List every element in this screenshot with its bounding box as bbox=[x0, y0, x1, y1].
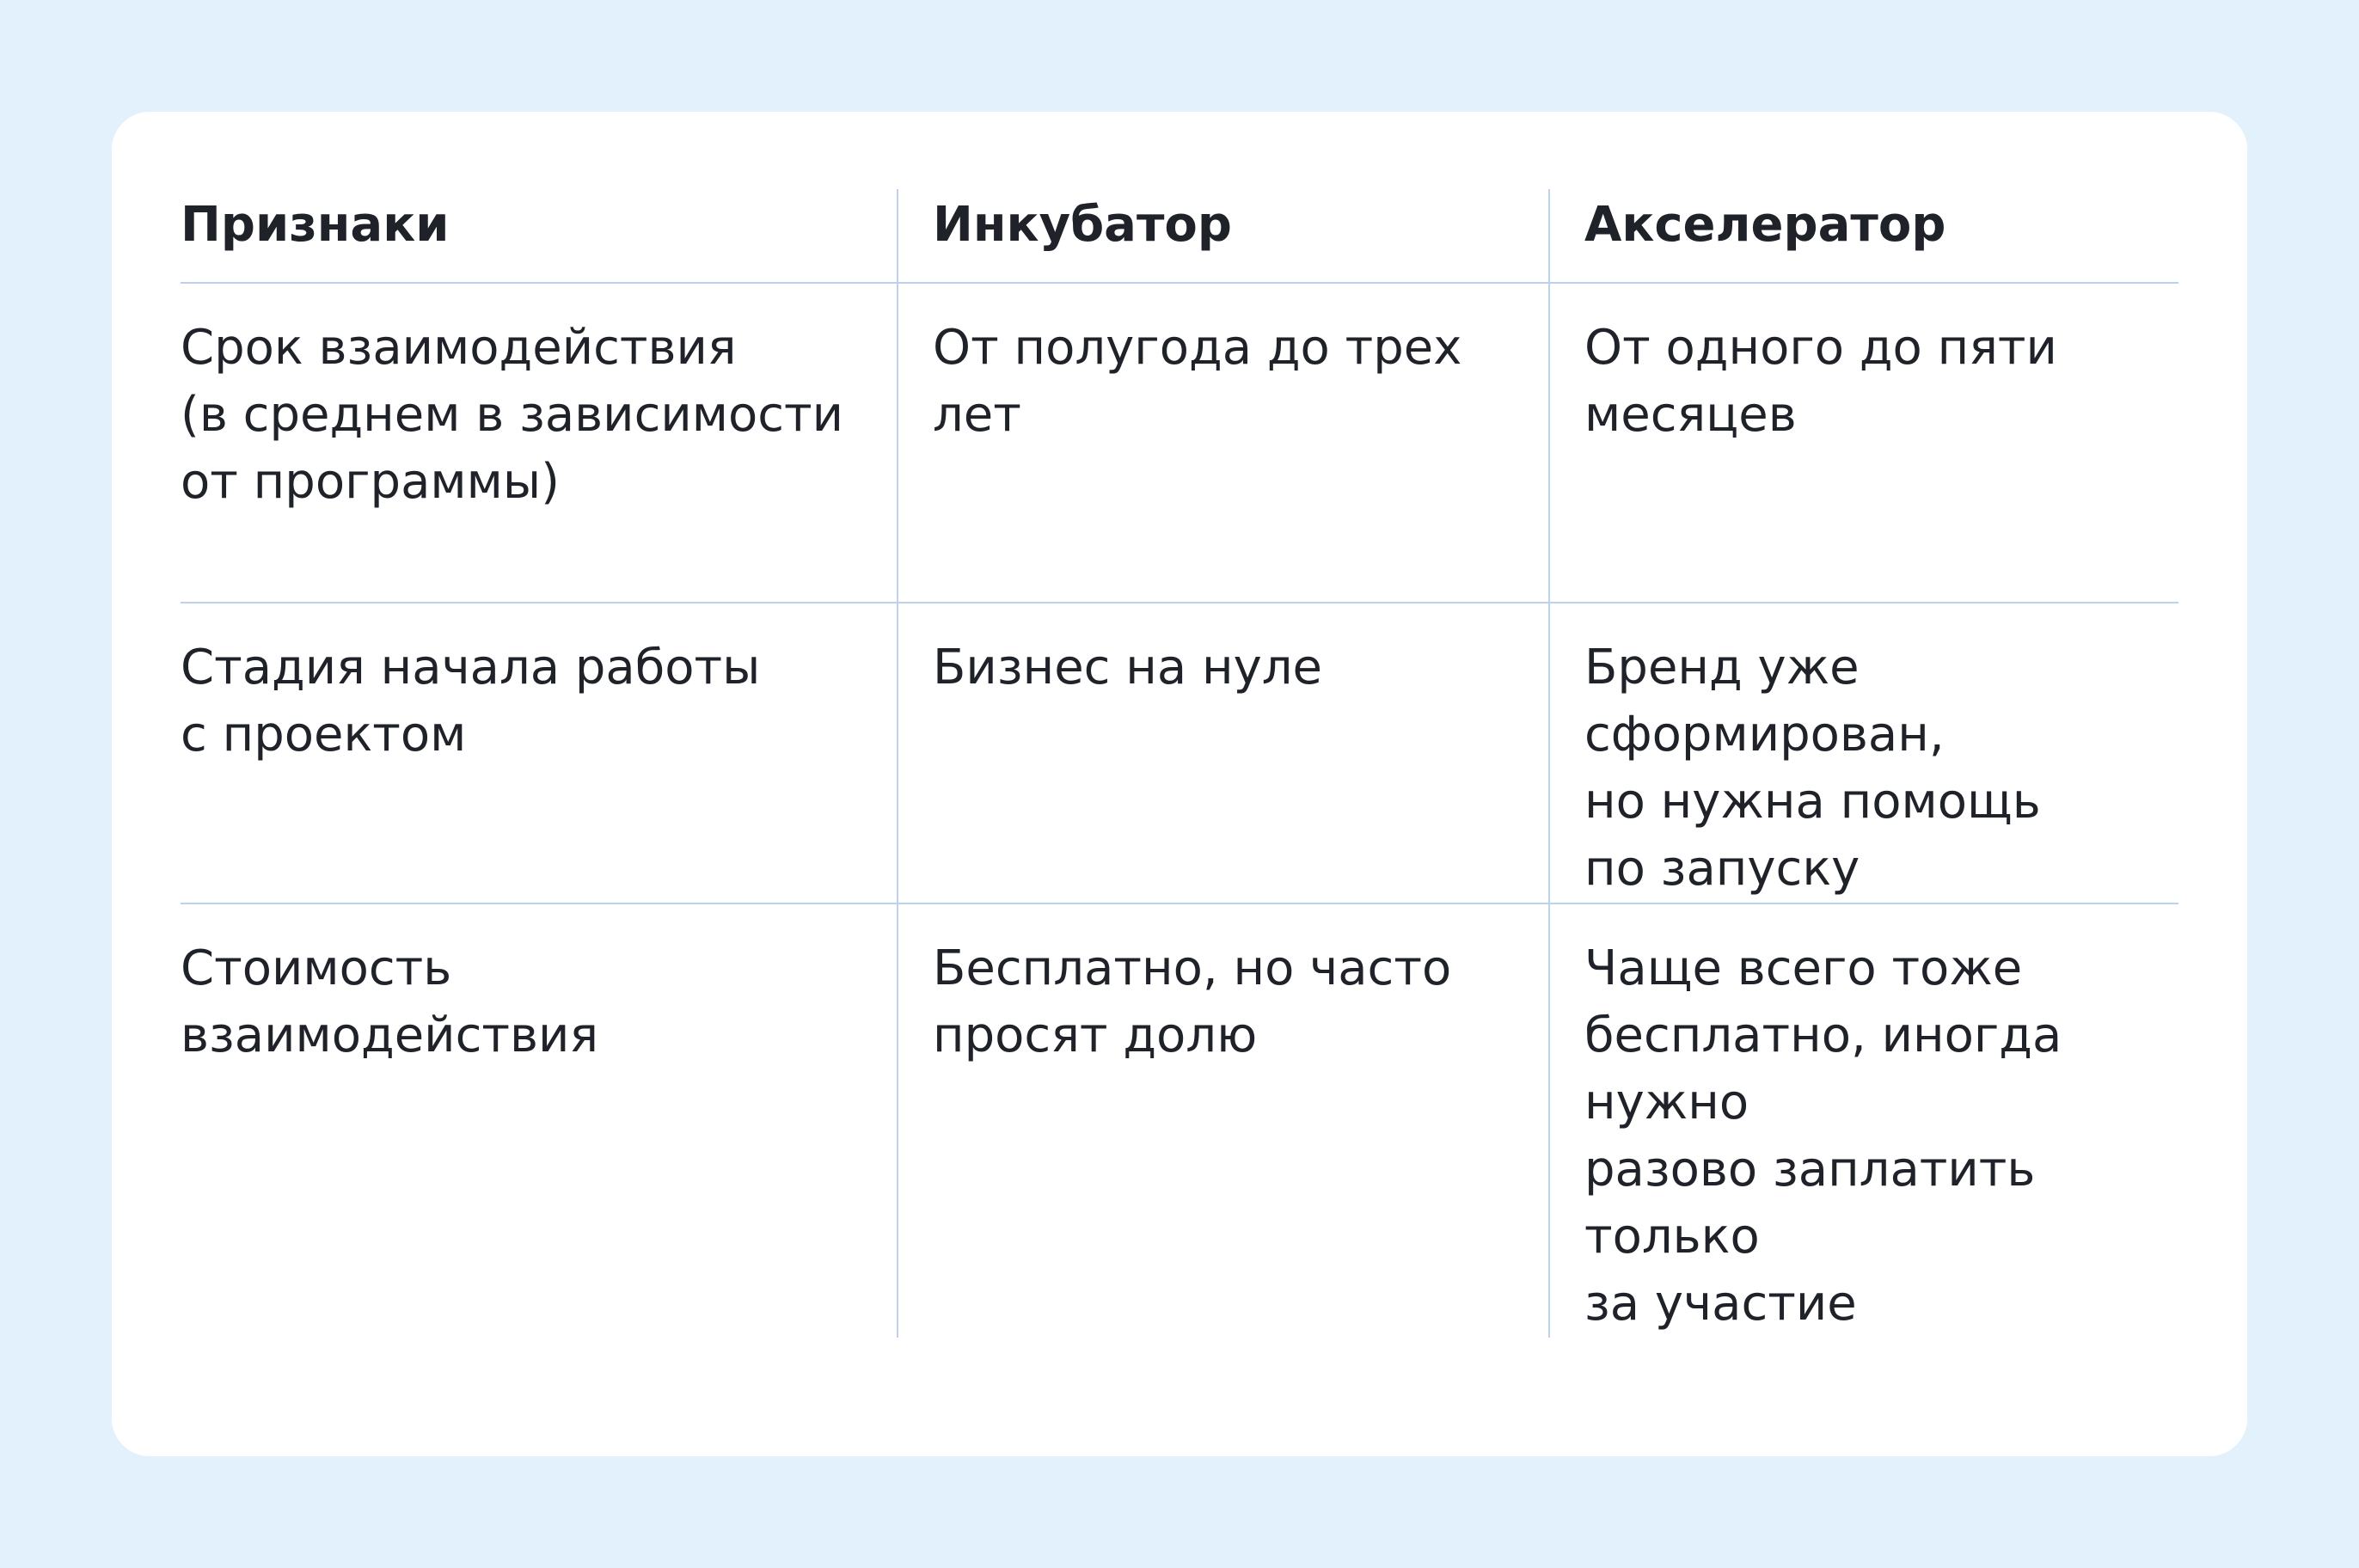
table-header-row bbox=[181, 189, 2178, 283]
cell-incubator-duration: От полугода до трех лет bbox=[898, 283, 1549, 603]
cell-feature-duration: Срок взаимодействия (в среднем в зависимости от программы) bbox=[181, 283, 898, 603]
cell-incubator-cost: Бесплатно, но часто просят долю bbox=[898, 903, 1549, 1338]
cell-feature-stage: Стадия начала работы с проектом bbox=[181, 603, 898, 903]
comparison-table bbox=[181, 189, 2178, 1338]
comparison-card bbox=[112, 112, 2247, 1456]
header-features: Признаки bbox=[181, 189, 898, 283]
header-incubator: Инкубатор bbox=[898, 189, 1549, 283]
cell-accelerator-duration: От одного до пяти месяцев bbox=[1549, 283, 2178, 603]
table-row-duration bbox=[181, 283, 2178, 603]
cell-feature-cost: Стоимость взаимодействия bbox=[181, 940, 599, 1063]
header-accelerator: Акселератор bbox=[1549, 189, 2178, 283]
cell-accelerator-stage: Бренд уже сформирован, но нужна помощь по запуску bbox=[1549, 603, 2178, 903]
table-row-cost bbox=[181, 903, 2178, 1338]
table-row-stage bbox=[181, 603, 2178, 903]
cell-incubator-stage: Бизнес на нуле bbox=[898, 603, 1549, 903]
cell-accelerator-cost: Чаще всего тоже бесплатно, иногда нужно разово заплатить только за участие bbox=[1549, 903, 2178, 1338]
